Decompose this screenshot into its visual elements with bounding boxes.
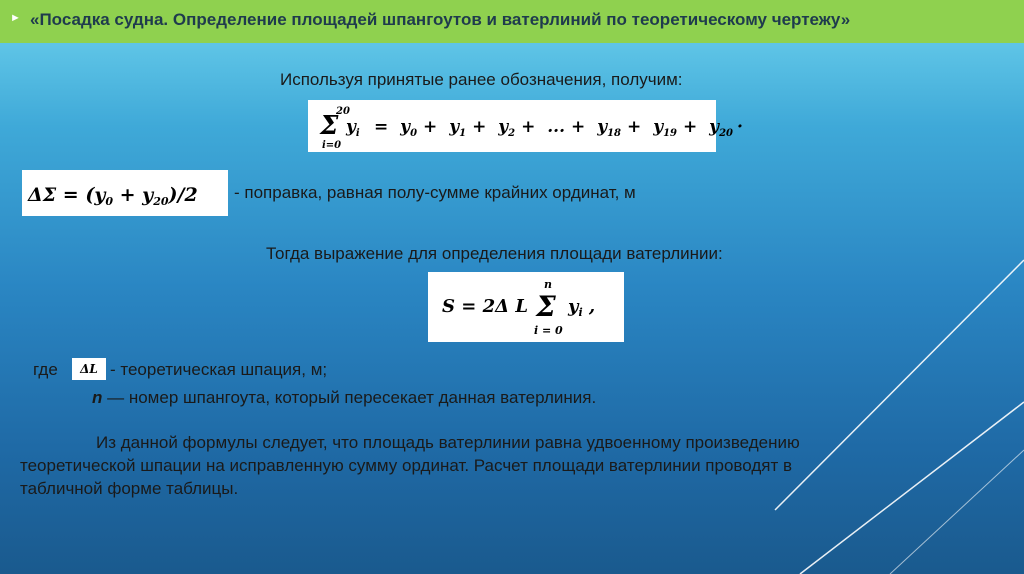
svg-text:Σ: Σ (320, 111, 339, 141)
svg-text:20: 20 (336, 106, 350, 117)
decorative-line-1 (800, 402, 1024, 574)
conclusion-line-1: Из данной формулы следует, что площадь ватерлинии равна удвоенному произведению (96, 433, 800, 452)
decorative-line-3 (890, 450, 1024, 574)
where-label: где (33, 360, 58, 379)
conclusion-line-2: теоретической шпации на исправленную сумму ординат. Расчет площади ватерлинии проводят в (20, 456, 792, 475)
bullet-icon: ► (10, 12, 21, 24)
intro-text: Используя принятые ранее обозначения, получим: (280, 70, 683, 89)
svg-text:ΔΣ = (y0 + y20)/2: $\Delta\Sigma = (y_0 + y_{20})/2$ (28, 184, 198, 208)
svg-text:n: n (544, 278, 552, 291)
svg-text:Σ: Σ (536, 290, 556, 323)
conclusion-line-3: табличной форме таблицы. (20, 479, 239, 498)
frame-number-variable: n (92, 388, 103, 407)
decorative-line-2 (775, 260, 1024, 510)
frame-number-text: — номер шпангоута, который пересекает данная ватерлиния. (102, 388, 597, 407)
svg-text:i = 0: i = 0 (534, 324, 563, 337)
formula-spacing-text: ΔL (80, 362, 98, 376)
spacing-description: - теоретическая шпация, м; (110, 360, 328, 379)
svg-text:yi: $y_i$ (346, 117, 360, 139)
svg-text:S = 2Δ L: S = 2Δ L (442, 296, 529, 317)
svg-text:yi ,: $y_i$ , (568, 296, 596, 319)
svg-text:= y0+ y1+ y2: = $y_0$ + $y_1$ + $y_2$ + ... + $y_{18}$ + $y_{19}$ + $y_{20}$ · (374, 117, 743, 139)
slide-title: «Посадка судна. Определение площадей шпангоутов и ватерлиний по теоретическому чертежу» (30, 10, 851, 29)
waterline-intro-text: Тогда выражение для определения площади ватерлинии: (266, 244, 723, 263)
svg-text:i=0: i=0 (322, 140, 342, 151)
correction-description: - поправка, равная полу-сумме крайних ординат, м (234, 183, 636, 202)
